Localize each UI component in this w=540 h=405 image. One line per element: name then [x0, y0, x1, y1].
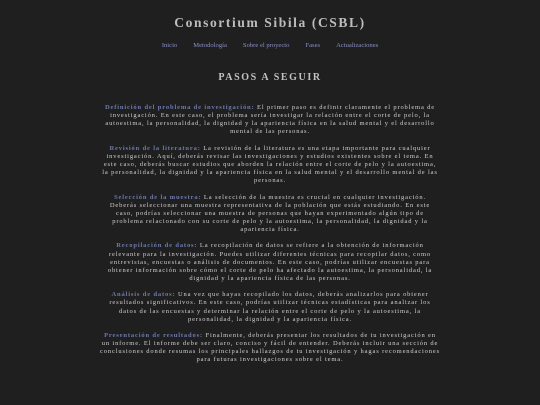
step-text: La recopilación de datos se refiere a la obtención de información relevante para la investigación. Puedes utilizar diferentes técnicas para recopilar datos, como entrevistas, encuestas o análisis de documentos. En este caso, podrías utilizar encuestas para obtener información sobre cómo el corte de pelo ha afectado la autoestima, la personalidad, la dignidad y la apariencia física de las personas. [107, 242, 433, 282]
nav-item-metodologia[interactable]: Metodología [193, 42, 227, 49]
step-label: Análisis de datos: [111, 291, 176, 299]
step-text: Una vez que hayas recopilado los datos, deberás analizarlos para obtener resultados significativos. En este caso, podrías utilizar técnicas estadísticas para analizar los datos de las encuestas y determinar la relación entre el corte de pelo y la autoestima, la personalidad, la dignidad y la apariencia física. [109, 291, 431, 323]
step-sample-selection [100, 194, 440, 234]
step-data-collection [100, 242, 440, 282]
step-text: La selección de la muestra es crucial en cualquier investigación. Deberás seleccionar una muestra representativa de la población que estás estudiando. En este caso, podrías seleccionar una muestra de personas que hayan experimentado algún tipo de problema relacionado con su corte de pelo y la autoestima, la personalidad, la dignidad y la apariencia física. [109, 193, 431, 233]
site-title: Consortium Sibila (CSBL) [174, 15, 366, 30]
step-text: El primer paso es definir claramente el problema de investigación. En este caso, el problema sería investigar la relación entre el corte de pelo, la autoestima, la personalidad, la dignidad y la apariencia física en la salud mental y el desarrollo mental de las personas. [105, 104, 436, 136]
nav-item-fases[interactable]: Fases [305, 42, 321, 49]
nav-item-sobre-el-proyecto[interactable]: Sobre el proyecto [242, 42, 290, 49]
step-label: Revisión de la literatura: [109, 144, 201, 152]
step-text: Finalmente, deberás presentar los resultados de tu investigación en un informe. El informe debe ser claro, conciso y fácil de entender. Deberás incluir una sección de conclusiones donde resumas los principales hallazgos de tu investigación y hagas recomendaciones para futuras investigaciones sobre el tema. [100, 332, 440, 364]
step-literature-review [100, 145, 440, 185]
step-text: La revisión de la literatura es una etapa importante para cualquier investigación. Aquí, deberás revisar las investigaciones y estudios existentes sobre el tema. En este caso, deberás buscar estudios que aborden la relación entre el corte de pelo y la autoestima, la personalidad, la dignidad y la apariencia física en la salud mental y el desarrollo mental de las personas. [102, 144, 438, 185]
steps-content [100, 104, 440, 373]
step-results-presentation [100, 332, 440, 364]
step-label: Recopilación de datos: [116, 242, 198, 250]
step-label: Presentación de resultados: [104, 332, 203, 340]
section-heading: PASOS A SEGUIR [218, 72, 322, 83]
step-data-analysis [100, 291, 440, 323]
nav-item-inicio[interactable]: Inicio [161, 42, 178, 49]
nav-item-actualizaciones[interactable]: Actualizaciones [336, 42, 379, 49]
main-nav [0, 42, 540, 49]
step-label: Selección de la muestra: [114, 193, 202, 201]
step-problem-definition [100, 104, 440, 136]
step-label: Definición del problema de investigación: [104, 104, 255, 111]
